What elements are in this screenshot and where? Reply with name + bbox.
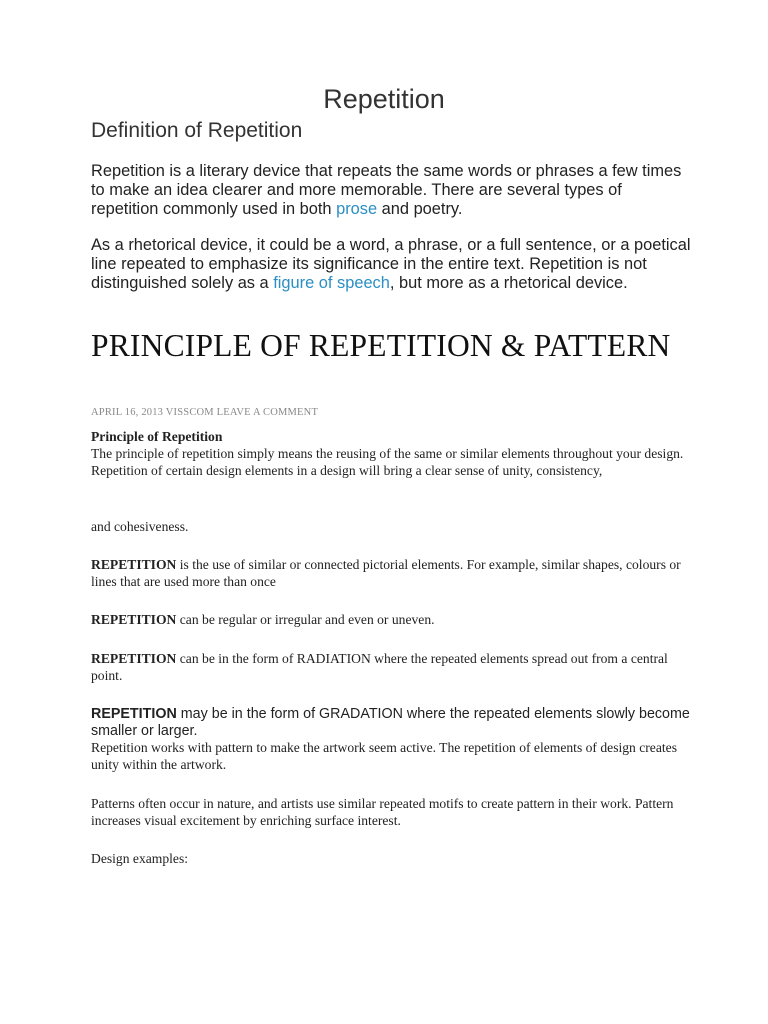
r1-bold: REPETITION (91, 557, 177, 572)
principle-subheading: Principle of Repetition (91, 429, 223, 444)
definition-paragraph-1 (91, 162, 691, 219)
repetition-paragraph-1 (91, 556, 691, 590)
figure-of-speech-link[interactable]: figure of speech (273, 274, 390, 292)
r3-text: can be in the form of RADIATION where the repeated elements spread out from a central point. (91, 651, 668, 683)
p2-text-before: As a rhetorical device, it could be a word, a phrase, or a full sentence, or a poetical line repeated to emphasize its significance in the entire text. Repetition is not distinguished solely as a (91, 236, 691, 292)
cohesiveness-line: and cohesiveness. (91, 519, 189, 534)
principle-heading: PRINCIPLE OF REPETITION & PATTERN (91, 328, 671, 363)
principle-text: The principle of repetition simply means the reusing of the same or similar elements throughout your design. Repetition of certain design elements in a design will bring a clear sense of unity, consistency, (91, 446, 684, 478)
repetition-paragraph-2 (91, 611, 691, 628)
p2-text-after: , but more as a rhetorical device. (389, 274, 628, 292)
r3-bold: REPETITION (91, 651, 177, 666)
r4-bold: REPETITION (91, 706, 177, 722)
patterns-paragraph: Patterns often occur in nature, and artists use similar repeated motifs to create pattern in their work. Pattern increases visual excitement by enriching surface interest. (91, 796, 674, 828)
page-title: Repetition (323, 84, 445, 114)
principle-paragraph (91, 428, 691, 479)
post-meta: APRIL 16, 2013 VISSCOM LEAVE A COMMENT (91, 407, 319, 418)
p1-text-after: and poetry. (377, 200, 463, 218)
gradation-block (91, 706, 691, 773)
r1-text: is the use of similar or connected pictorial elements. For example, similar shapes, colours or lines that are used more than once (91, 557, 681, 589)
design-examples-label: Design examples: (91, 851, 189, 866)
r2-text: can be regular or irregular and even or uneven. (176, 612, 435, 627)
active-paragraph: Repetition works with pattern to make the artwork seem active. The repetition of elements of design creates unity within the artwork. (91, 740, 677, 772)
r2-bold: REPETITION (91, 612, 177, 627)
repetition-paragraph-3 (91, 650, 691, 684)
definition-paragraph-2 (91, 236, 691, 293)
p1-text-before: Repetition is a literary device that repeats the same words or phrases a few times to make an idea clearer and more memorable. There are several types of repetition commonly used in both (91, 162, 682, 218)
definition-subtitle: Definition of Repetition (91, 119, 303, 142)
r4-text: may be in the form of GRADATION where the repeated elements slowly become smaller or larger. (91, 706, 690, 739)
repetition-paragraph-4 (91, 706, 691, 739)
prose-link[interactable]: prose (336, 200, 378, 218)
